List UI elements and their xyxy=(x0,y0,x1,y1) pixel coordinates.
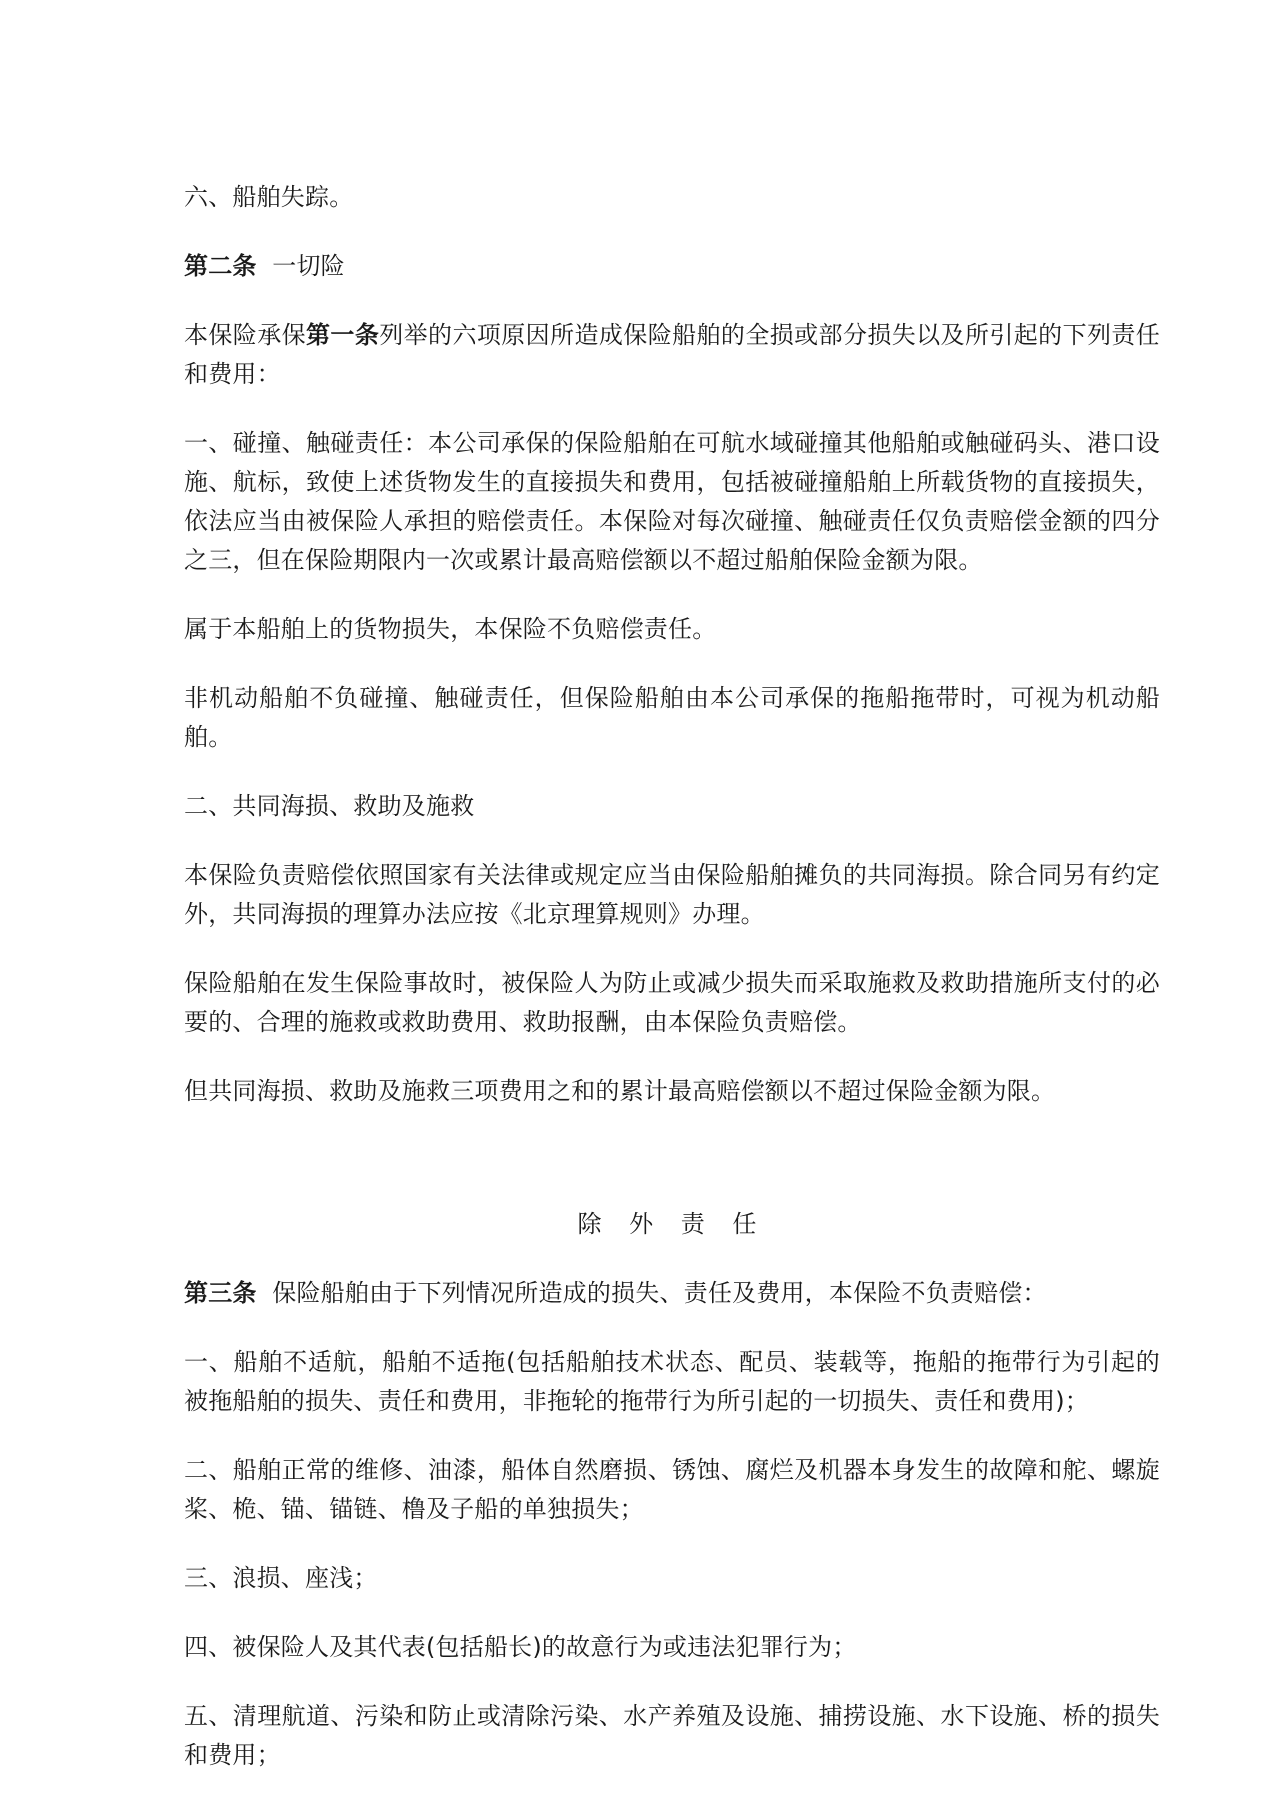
coverage-intro-post: 列举的六项原因所造成保险船舶的全损或部分损失以及所引起的下列责任和费用： xyxy=(184,321,1160,388)
paragraph-cargo-exclusion: 属于本船舶上的货物损失，本保险不负赔偿责任。 xyxy=(184,615,717,643)
exclusion-item-4: 四、被保险人及其代表(包括船长)的故意行为或违法犯罪行为； xyxy=(184,1633,857,1661)
exclusion-item-5: 五、清理航道、污染和防止或清除污染、水产养殖及设施、捕捞设施、水下设施、桥的损失和费用； xyxy=(184,1702,1160,1769)
article-3-label: 第三条 xyxy=(184,1279,257,1307)
article-3-paragraph xyxy=(184,1274,1160,1313)
exclusion-item-2: 二、船舶正常的维修、油漆，船体自然磨损、锈蚀、腐烂及机器本身发生的故障和舵、螺旋桨、桅、锚、锚链、橹及子船的单独损失； xyxy=(184,1456,1160,1523)
coverage-intro-pre: 本保险承保 xyxy=(184,321,307,349)
section-spacer xyxy=(184,1141,1160,1205)
exclusion-item-1: 一、船舶不适航，船舶不适拖(包括船舶技术状态、配员、装载等，拖船的拖带行为引起的被拖船舶的损失、责任和费用，非拖轮的拖带行为所引起的一切损失、责任和费用)； xyxy=(184,1348,1160,1415)
article-2-label: 第二条 xyxy=(184,252,257,280)
article-3-text: 保险船舶由于下列情况所造成的损失、责任及费用，本保险不负责赔偿： xyxy=(272,1279,1047,1307)
paragraph-coverage-intro xyxy=(184,316,1160,394)
coverage-intro-bold: 第一条 xyxy=(306,321,380,349)
exclusion-item-3: 三、浪损、座浅； xyxy=(184,1564,378,1592)
paragraph-general-average-heading: 二、共同海损、救助及施救 xyxy=(184,792,475,820)
paragraph-maximum-compensation: 但共同海损、救助及施救三项费用之和的累计最高赔偿额以不超过保险金额为限。 xyxy=(184,1077,1056,1105)
document-page xyxy=(184,178,1160,1805)
article-2-title: 一切险 xyxy=(272,252,345,280)
paragraph-general-average: 本保险负责赔偿依照国家有关法律或规定应当由保险船舶摊负的共同海损。除合同另有约定外，共同海损的理算办法应按《北京理算规则》办理。 xyxy=(184,861,1160,928)
section-title-exclusions: 除 外 责 任 xyxy=(577,1210,767,1238)
paragraph-ship-missing: 六、船舶失踪。 xyxy=(184,183,354,211)
paragraph-salvage-costs: 保险船舶在发生保险事故时，被保险人为防止或减少损失而采取施救及救助措施所支付的必要的、合理的施救或救助费用、救助报酬，由本保险负责赔偿。 xyxy=(184,969,1160,1036)
paragraph-collision-liability: 一、碰撞、触碰责任：本公司承保的保险船舶在可航水域碰撞其他船舶或触碰码头、港口设施、航标，致使上述货物发生的直接损失和费用，包括被碰撞船舶上所载货物的直接损失，依法应当由被保险人承担的赔偿责任。本保险对每次碰撞、触碰责任仅负责赔偿金额的四分之三，但在保险期限内一次或累计最高赔偿额以不超过船舶保险金额为限。 xyxy=(184,429,1160,574)
article-2-heading xyxy=(184,247,1160,286)
paragraph-non-motor-vessel: 非机动船舶不负碰撞、触碰责任，但保险船舶由本公司承保的拖船拖带时，可视为机动船舶。 xyxy=(184,684,1160,751)
